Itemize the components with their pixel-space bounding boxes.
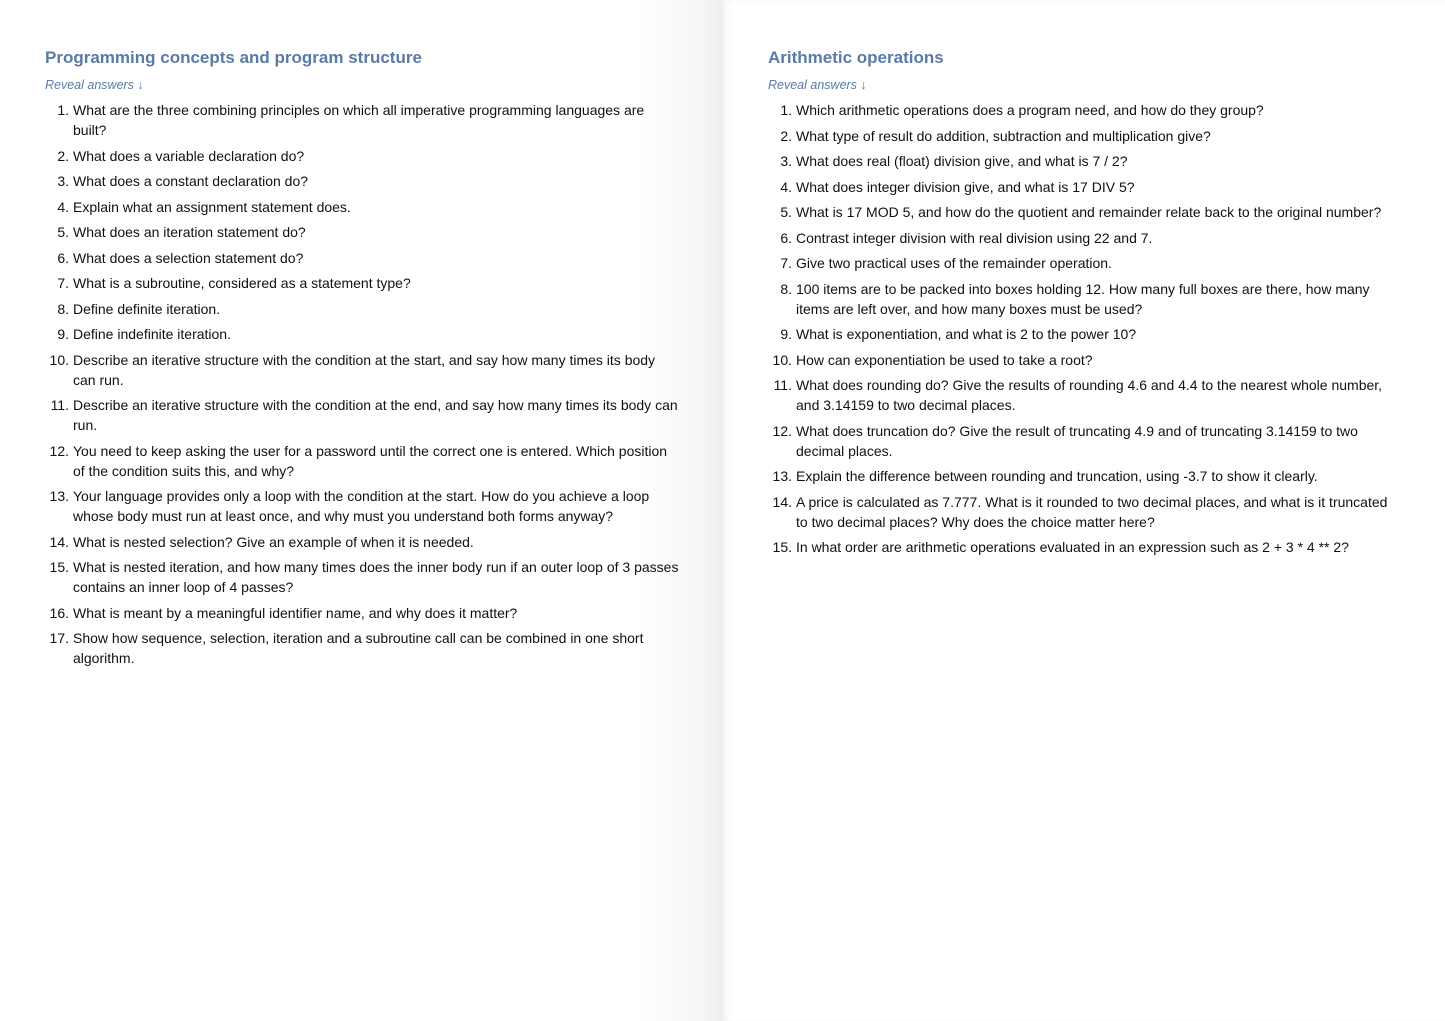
question-item — [768, 177, 1445, 197]
question-text: Describe an iterative structure with the condition at the start, and say how many times its body can run. — [73, 351, 656, 388]
question-number: 10. — [772, 351, 792, 368]
question-item — [45, 248, 722, 268]
question-number: 4. — [780, 178, 792, 195]
question-text: What is 17 MOD 5, and how do the quotient and remainder relate back to the original number? — [796, 204, 1382, 220]
question-text: Which arithmetic operations does a program need, and how do they group? — [796, 102, 1264, 118]
left-page — [0, 0, 722, 1021]
question-item — [45, 273, 722, 293]
question-item — [45, 324, 722, 344]
question-item — [768, 537, 1445, 557]
question-text: What does a constant declaration do? — [73, 173, 309, 189]
question-number: 12. — [49, 442, 69, 459]
question-number: 5. — [57, 224, 69, 240]
question-number: 10. — [49, 351, 69, 368]
question-number: 15. — [772, 539, 792, 555]
question-item — [45, 100, 722, 140]
question-text: What does real (float) division give, and what is 7 / 2? — [796, 153, 1128, 169]
question-item — [768, 324, 1445, 344]
question-number: 12. — [772, 422, 792, 439]
question-text: What is exponentiation, and what is 2 to the power 10? — [796, 326, 1137, 342]
question-number: 2. — [780, 127, 792, 144]
question-number: 8. — [780, 280, 792, 297]
question-item — [45, 395, 722, 435]
question-text: Define indefinite iteration. — [73, 326, 231, 342]
question-text: What does rounding do? Give the results of rounding 4.6 and 4.4 to the nearest whole number, and 3.14159 to two decimal places. — [796, 377, 1383, 413]
question-text: How can exponentiation be used to take a root? — [796, 351, 1093, 368]
question-number: 11. — [773, 377, 792, 393]
reveal-answers-link[interactable]: Reveal answers ↓ — [45, 78, 144, 92]
question-item — [45, 557, 722, 597]
question-text: What is nested selection? Give an example of when it is needed. — [73, 533, 474, 550]
question-text: Explain the difference between rounding and truncation, using -3.7 to show it clearly. — [796, 468, 1318, 484]
question-number: 5. — [780, 204, 792, 220]
question-number: 17. — [49, 630, 69, 646]
question-text: 100 items are to be packed into boxes holding 12. How many full boxes are there, how many items are left over, and how many boxes must be used? — [796, 280, 1370, 317]
question-item — [45, 532, 722, 552]
question-number: 1. — [780, 102, 792, 118]
question-text: What is meant by a meaningful identifier name, and why does it matter? — [73, 604, 518, 621]
question-text: Show how sequence, selection, iteration and a subroutine call can be combined in one short algorithm. — [73, 630, 644, 666]
question-text: Contrast integer division with real division using 22 and 7. — [796, 229, 1153, 246]
question-text: Give two practical uses of the remainder operation. — [796, 255, 1112, 271]
question-number: 11. — [50, 397, 69, 413]
question-item — [45, 299, 722, 319]
question-text: Your language provides only a loop with the condition at the start. How do you achieve a loop whose body must run at least once, and why must you understand both forms anyway? — [73, 488, 650, 524]
question-number: 14. — [772, 493, 792, 510]
page-title: Programming concepts and program structure — [45, 48, 422, 67]
question-item — [768, 466, 1445, 486]
question-text: Describe an iterative structure with the condition at the end, and say how many times its body can run. — [73, 397, 678, 433]
question-text: What does a selection statement do? — [73, 249, 304, 266]
question-text: Explain what an assignment statement does. — [73, 198, 351, 215]
question-item — [45, 441, 722, 481]
question-number: 1. — [57, 102, 69, 118]
question-item — [768, 375, 1445, 415]
question-list — [768, 100, 1445, 557]
reveal-answers-link[interactable]: Reveal answers ↓ — [768, 78, 867, 92]
question-item — [45, 603, 722, 623]
question-text: What are the three combining principles on which all imperative programming languages are built? — [73, 102, 645, 138]
question-text: A price is calculated as 7.777. What is it rounded to two decimal places, and what is it truncated to two decimal places? Why does the choice matter here? — [796, 493, 1388, 530]
question-number: 8. — [57, 300, 69, 317]
question-item — [45, 197, 722, 217]
question-number: 7. — [57, 275, 69, 291]
question-text: Define definite iteration. — [73, 300, 221, 317]
question-number: 13. — [49, 488, 69, 504]
question-item — [45, 222, 722, 242]
question-item — [768, 279, 1445, 319]
question-number: 13. — [772, 468, 792, 484]
question-number: 3. — [57, 173, 69, 189]
question-number: 16. — [49, 604, 69, 621]
question-number: 3. — [780, 153, 792, 169]
question-number: 2. — [57, 147, 69, 164]
question-item — [45, 146, 722, 166]
question-text: What does a variable declaration do? — [73, 147, 305, 164]
question-text: What does integer division give, and what is 17 DIV 5? — [796, 178, 1135, 195]
question-item — [45, 486, 722, 526]
question-item — [45, 350, 722, 390]
question-text: You need to keep asking the user for a password until the correct one is entered. Which position of the condition suits this, and why? — [73, 442, 668, 479]
question-text: What type of result do addition, subtraction and multiplication give? — [796, 127, 1211, 144]
question-number: 9. — [57, 326, 69, 342]
question-text: What is a subroutine, considered as a statement type? — [73, 275, 411, 291]
question-number: 6. — [57, 249, 69, 266]
question-number: 15. — [49, 559, 69, 575]
right-page — [722, 0, 1445, 1021]
question-list — [45, 100, 722, 668]
question-item — [768, 350, 1445, 370]
question-number: 9. — [780, 326, 792, 342]
question-number: 14. — [49, 533, 69, 550]
question-item — [768, 126, 1445, 146]
question-item — [768, 421, 1445, 461]
question-item — [768, 202, 1445, 222]
question-item — [768, 492, 1445, 532]
question-item — [45, 171, 722, 191]
question-item — [768, 228, 1445, 248]
question-item — [768, 151, 1445, 171]
question-text: In what order are arithmetic operations evaluated in an expression such as 2 + 3 * 4 ** 2? — [796, 539, 1349, 555]
question-item — [45, 628, 722, 668]
question-text: What does truncation do? Give the result of truncating 4.9 and of truncating 3.14159 to two decimal places. — [796, 422, 1358, 459]
question-number: 6. — [780, 229, 792, 246]
question-text: What does an iteration statement do? — [73, 224, 306, 240]
question-item — [768, 100, 1445, 120]
question-number: 4. — [57, 198, 69, 215]
question-text: What is nested iteration, and how many times does the inner body run if an outer loop of 3 passes contains an inner loop of 4 passes? — [73, 559, 679, 595]
question-item — [768, 253, 1445, 273]
question-number: 7. — [780, 255, 792, 271]
page-title: Arithmetic operations — [768, 48, 944, 67]
